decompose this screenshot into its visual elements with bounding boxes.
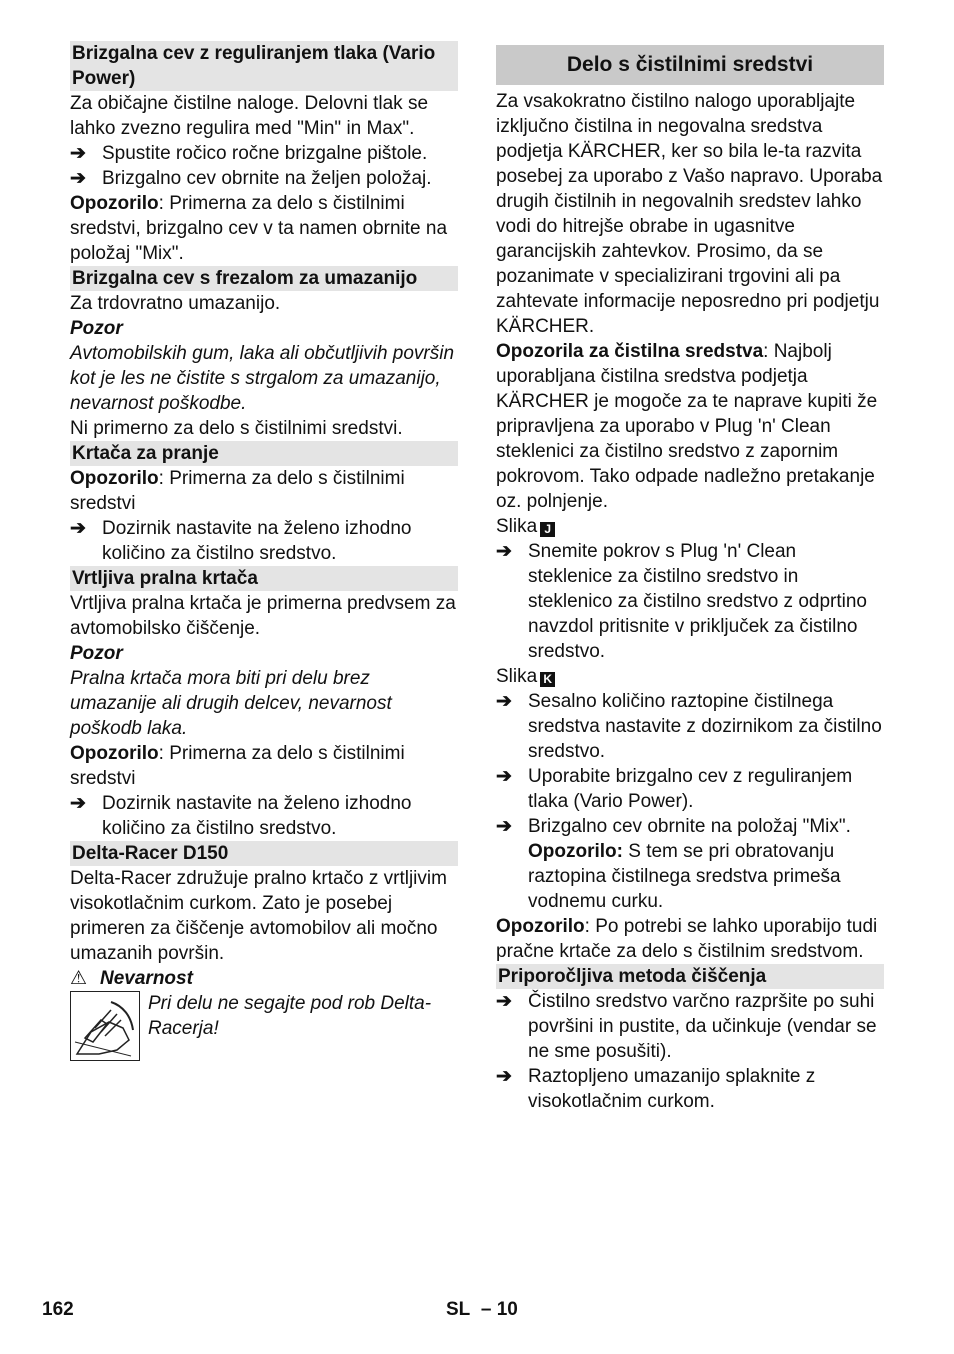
danger-block <box>70 991 458 1061</box>
left-column <box>70 41 458 1061</box>
warning-icon: ⚠ <box>70 968 88 989</box>
paragraph: Vrtljiva pralna krtača je primerna predvsem za avtomobilsko čiščenje. <box>70 593 456 639</box>
heading-cistilna-sredstva: Delo s čistilnimi sredstvi <box>496 45 884 85</box>
heading-frezalo: Brizgalna cev s frezalom za umazanijo <box>70 266 458 291</box>
arrow-icon: ➔ <box>70 793 86 814</box>
figure-letter: J <box>540 522 555 537</box>
paragraph: Za običajne čistilne naloge. Delovni tlak se lahko zvezno regulira med "Min" in Max". <box>70 93 429 139</box>
arrow-icon: ➔ <box>496 991 512 1012</box>
arrow-icon: ➔ <box>496 541 512 562</box>
figure-ref: Slika J <box>496 514 884 539</box>
heading-vrtljiva: Vrtljiva pralna krtača <box>70 566 458 591</box>
page-number: 162 <box>42 1299 74 1320</box>
heading-vario-power: Brizgalna cev z reguliranjem tlaka (Vario Power) <box>70 41 458 91</box>
paragraph: Delta-Racer združuje pralno krtačo z vrtljivim visokotlačnim curkom. Zato je posebej primeren za čiščenje avtomobilov ali močno umazanih površin. <box>70 868 447 964</box>
hand-warning-icon <box>70 991 140 1061</box>
heading-metoda: Priporočljiva metoda čiščenja <box>496 964 884 989</box>
footer-section: SL – 10 <box>446 1299 518 1320</box>
step: ➔ Brizgalno cev obrnite na željen položaj. <box>70 168 432 189</box>
note: Opozorilo: Primerna za delo s čistilnimi sredstvi <box>70 743 405 789</box>
paragraph: Za vsakokratno čistilno nalogo uporabljajte izključno čistilna in negovalna sredstva podjetja KÄRCHER, ker so bila le-ta razvita posebej za uporabo z Vašo napravo. Uporaba drugih čistilnih in negovalnih sredstev lahko vodi do hitrejše obrabe in ugasnitve garancijskih zahtevkov. Prosimo, da se pozanimate v specializirani trgovini ali pa zahtevate informacije neposredno pri podjetju KÄRCHER. <box>496 91 883 337</box>
arrow-icon: ➔ <box>496 766 512 787</box>
step: ➔ Snemite pokrov s Plug 'n' Clean steklenice za čistilno sredstvo in steklenico za čistilno sredstvo z odprtino navzdol pritisnite v priključek za čistilno sredstvo. <box>496 541 867 662</box>
danger-label-row: ⚠ Nevarnost <box>70 968 193 989</box>
heading-delta-racer: Delta-Racer D150 <box>70 841 458 866</box>
arrow-icon: ➔ <box>496 1066 512 1087</box>
danger-text: Pri delu ne segajte pod rob Delta-Racerja! <box>148 993 432 1039</box>
step: ➔ Uporabite brizgalno cev z reguliranjem tlaka (Vario Power). <box>496 766 853 812</box>
step: ➔ Spustite ročico ročne brizgalne pištole. <box>70 143 428 164</box>
note: Opozorilo: Primerna za delo s čistilnimi sredstvi, brizgalno cev v ta namen obrnite na položaj "Mix". <box>70 193 448 264</box>
step: ➔ Sesalno količino raztopine čistilnega sredstva nastavite z dozirnikom za čistilno sredstvo. <box>496 691 882 762</box>
arrow-icon: ➔ <box>70 143 86 164</box>
step: ➔ Dozirnik nastavite na želeno izhodno količino za čistilno sredstvo. <box>70 793 412 839</box>
step: ➔ Čistilno sredstvo varčno razpršite po suhi površini in pustite, da učinkuje (vendar se ne sme posušiti). <box>496 991 877 1062</box>
caution-text: Avtomobilskih gum, laka ali občutljivih površin kot je les ne čistite s strgalom za umazanijo, nevarnost poškodbe. <box>70 343 455 414</box>
caution-text: Pralna krtača mora biti pri delu brez umazanije ali drugih delcev, nevarnost poškodb laka. <box>70 668 392 739</box>
figure-letter: K <box>540 672 555 687</box>
step: ➔ Brizgalno cev obrnite na položaj "Mix". Opozorilo: S tem se pri obratovanju raztopina čistilnega sredstva primeša vodnemu curku. <box>496 816 851 912</box>
paragraph: Za trdovratno umazanijo. <box>70 293 281 314</box>
caution-label: Pozor <box>70 318 123 339</box>
note: Opozorila za čistilna sredstva: Najbolj uporabljana čistilna sredstva podjetja KÄRCHER je mogoče za te naprave kupiti že pripravljena za uporabo v Plug 'n' Clean steklenici za čistilno sredstvo z zapornim pokrovom. Tako odpade nadležno pretakanje oz. polnjenje. <box>496 341 878 512</box>
arrow-icon: ➔ <box>496 816 512 837</box>
arrow-icon: ➔ <box>70 518 86 539</box>
right-column <box>496 41 884 1114</box>
arrow-icon: ➔ <box>70 168 86 189</box>
paragraph: Ni primerno za delo s čistilnimi sredstvi. <box>70 418 403 439</box>
step: ➔ Dozirnik nastavite na želeno izhodno količino za čistilno sredstvo. <box>70 518 412 564</box>
note: Opozorilo: Primerna za delo s čistilnimi sredstvi <box>70 468 405 514</box>
heading-krtaca: Krtača za pranje <box>70 441 458 466</box>
caution-label: Pozor <box>70 643 123 664</box>
arrow-icon: ➔ <box>496 691 512 712</box>
note: Opozorilo: Po potrebi se lahko uporabijo tudi pračne krtače za delo s čistilnim sredstvom. <box>496 916 878 962</box>
step: ➔ Raztopljeno umazanijo splaknite z visokotlačnim curkom. <box>496 1066 816 1112</box>
figure-ref: Slika K <box>496 664 884 689</box>
